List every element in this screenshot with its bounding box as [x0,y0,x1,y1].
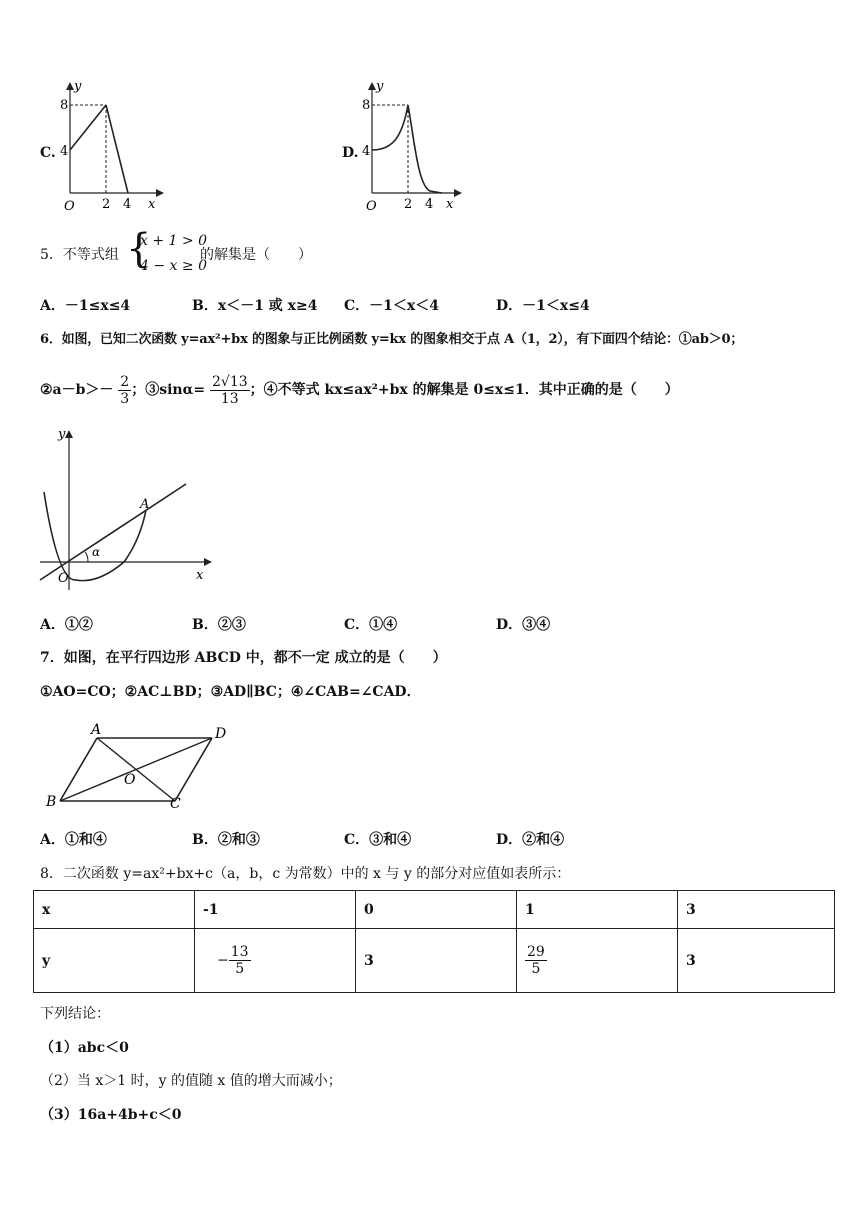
table-cell: -1 [195,891,356,929]
q8-value-table [33,890,835,993]
table-cell: 3 [678,891,835,929]
vertex-b-label: B [46,794,57,810]
q7-option-d[interactable] [496,831,564,849]
q6-line1: 6．如图，已知二次函数 y=ax²+bx 的图象与正比例函数 y=kx 的图象相交于点 A（1，2），有下面四个结论：①ab＞0； [40,332,744,347]
q6-line2 [40,370,679,410]
axis-x-label: x [446,197,454,212]
option-label: B． [192,298,218,314]
table-cell: x [34,891,195,929]
option-text: ②和④ [522,832,565,848]
q8-conclusion-3: （3）16a+4b+c＜0 [40,1107,182,1123]
tick-label-x4: 4 [123,197,132,212]
center-o-label: O [124,772,136,788]
vertex-c-label: C [170,796,181,812]
graph-x-label: x [196,568,204,583]
tick-label-4: 4 [60,144,69,159]
option-label: D． [496,298,523,314]
tick-label-x4: 4 [425,197,434,212]
option-text: x＜－1 或 x≥4 [217,298,318,314]
q5-option-c[interactable] [344,297,439,315]
table-cell: 1 [517,891,678,929]
q5-option-d[interactable] [496,297,590,315]
table-cell: 0 [356,891,517,929]
minus-sign: − [217,952,229,969]
table-cell: 3 [678,929,835,993]
q6-line2-rest: ；④不等式 kx≤ax²+bx 的解集是 0≤x≤1．其中正确的是（ ） [249,382,679,398]
option-text: －1＜x≤4 [522,298,590,314]
q5-option-b[interactable] [192,297,318,315]
q5-option-a[interactable] [40,297,130,315]
q7-line2: ①AO=CO；②AC⊥BD；③AD∥BC；④∠CAB=∠CAD． [40,684,421,700]
q5-brace: { [126,226,152,272]
option-text: ①④ [369,617,398,633]
table-cell: 3 [356,929,517,993]
angle-alpha-label: α [92,545,101,559]
axis-y-label: y [376,79,384,94]
tick-label-x2: 2 [404,197,413,212]
fraction-13-5: $\frac{13}{5}$ [230,944,249,977]
option-text: ③④ [522,617,551,633]
q8-conclusions-title: 下列结论： [40,1006,110,1022]
option-label: A． [40,832,65,848]
option-label: B． [192,617,218,633]
q6-option-d[interactable] [496,616,550,634]
q6-conclusion-2: ②a－b＞－ [40,382,114,398]
q7-line1: 7．如图，在平行四边形 ABCD 中，都不一定 成立的是（ ） [40,650,447,666]
graph-option-d [362,78,467,218]
option-label: A． [40,617,65,633]
q8-conclusion-1: （1）abc＜0 [40,1040,129,1056]
option-text: －1≤x≤4 [64,298,131,314]
option-text: ②③ [217,617,246,633]
option-label: D． [496,617,523,633]
option-c-label: C. [40,145,56,161]
option-label: D． [496,832,523,848]
q8-line1: 8．二次函数 y=ax²+bx+c（a，b，c 为常数）中的 x 与 y 的部分对应值如表所示： [40,866,571,882]
table-cell [195,929,356,993]
q6-option-b[interactable] [192,616,246,634]
point-a-label: A [140,497,150,512]
table-cell: y [34,929,195,993]
option-label: C． [344,298,370,314]
vertex-d-label: D [215,726,227,742]
q7-option-b[interactable] [192,831,260,849]
q5-prefix: 5．不等式组 [40,247,119,263]
origin-label: O [64,199,75,214]
option-text: ③和④ [369,832,412,848]
option-text: ①② [64,617,93,633]
fraction-29-5: $\frac{29}{5}$ [527,944,545,977]
axis-x-label: x [148,197,156,212]
fraction-sin: $\frac{2√13}{13}$ [211,373,248,407]
q5-inequality-2: 4 − x ≥ 0 [140,258,207,274]
q5-suffix: 的解集是（ ） [200,247,312,263]
tick-label-8: 8 [362,98,371,113]
option-label: C． [344,832,370,848]
q7-option-a[interactable] [40,831,107,849]
tick-label-8: 8 [60,98,69,113]
table-cell [517,929,678,993]
q6-option-a[interactable] [40,616,93,634]
table-row-x [34,891,835,929]
option-text: ②和③ [217,832,260,848]
q8-conclusion-2: （2）当 x＞1 时，y 的值随 x 值的增大而减小； [40,1073,342,1089]
tick-label-4: 4 [362,144,371,159]
q6-conclusion-3: ；③sinα= [131,382,206,398]
option-label: B． [192,832,218,848]
table-row-y [34,929,835,993]
option-label: A． [40,298,65,314]
option-label: C． [344,617,370,633]
graph-y-label: y [58,427,66,442]
option-text: ①和④ [64,832,107,848]
q6-option-c[interactable] [344,616,397,634]
vertex-a-label: A [91,722,102,738]
fraction-2-3: $\frac{2}{3}$ [120,373,130,407]
graph-origin-label: O [58,571,69,586]
origin-label: O [366,199,377,214]
q7-parallelogram [40,718,240,816]
q6-graph [36,422,216,592]
tick-label-x2: 2 [102,197,111,212]
q7-option-c[interactable] [344,831,411,849]
axis-y-label: y [74,79,82,94]
q5-inequality-1: x + 1 > 0 [140,233,207,249]
option-text: －1＜x＜4 [369,298,439,314]
graph-option-c [60,78,165,218]
option-d-label: D. [342,145,359,161]
